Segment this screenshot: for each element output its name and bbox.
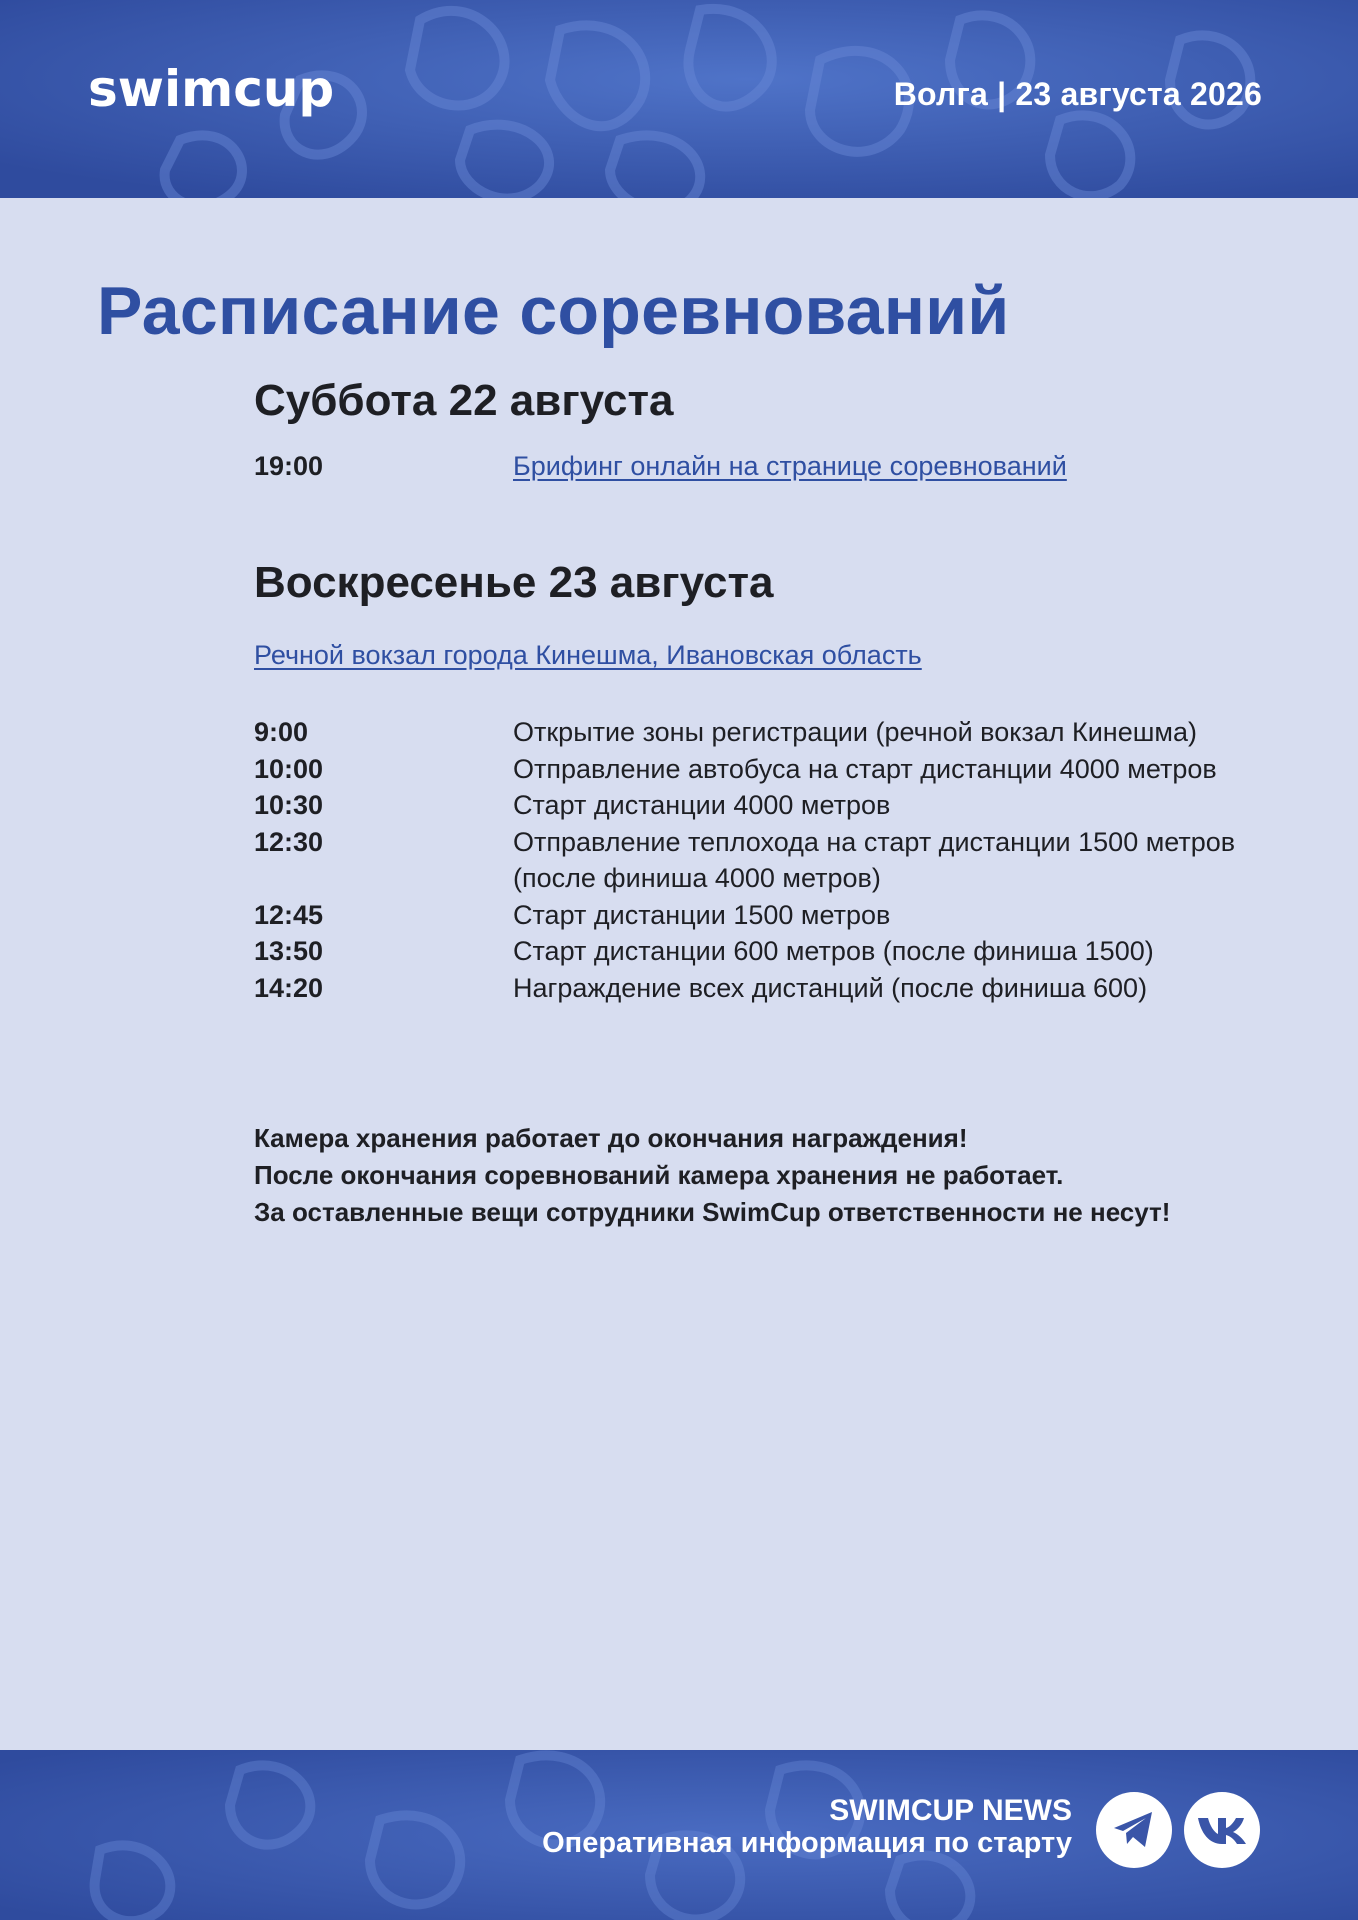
schedule-time: 19:00 (254, 451, 324, 481)
schedule-description: Отправление автобуса на старт дистанции 4000 метров (513, 753, 1217, 784)
note-line: Камера хранения работает до окончания награждения! (254, 1123, 968, 1153)
schedule-time: 10:00 (254, 753, 324, 784)
header-banner (0, 0, 1358, 198)
event-date-location: Волга | 23 августа 2026 (893, 76, 1262, 112)
schedule-time: 9:00 (254, 717, 309, 747)
schedule-description: Старт дистанции 600 метров (после финиша 1500) (513, 936, 1154, 966)
schedule-description: Открытие зоны регистрации (речной вокзал Кинешма) (513, 717, 1197, 747)
footer-banner (0, 1750, 1358, 1920)
day-heading-saturday: Суббота 22 августа (254, 376, 674, 425)
footer-news-title: SWIMCUP NEWS (829, 1794, 1072, 1827)
note-line: За оставленные вещи сотрудники SwimCup ответственности не несут! (254, 1197, 1171, 1227)
footer-text (542, 1794, 1072, 1860)
telegram-icon (1112, 1810, 1156, 1850)
telegram-button[interactable] (1096, 1792, 1172, 1868)
storage-notes (254, 1120, 1170, 1231)
note-line: После окончания соревнований камера хранения не работает. (254, 1160, 1064, 1190)
schedule-time: 14:20 (254, 972, 324, 1003)
logo-text: swimcup (88, 64, 333, 118)
schedule-time: 12:45 (254, 899, 324, 930)
vk-button[interactable] (1184, 1792, 1260, 1868)
schedule-description: Старт дистанции 1500 метров (513, 899, 891, 930)
schedule-description: Старт дистанции 4000 метров (513, 790, 891, 820)
schedule-time: 10:30 (254, 790, 324, 820)
venue-link[interactable]: Речной вокзал города Кинешма, Ивановская область (254, 640, 922, 670)
page-title: Расписание соревнований (97, 273, 1010, 349)
schedule-description: Отправление теплохода на старт дистанции 1500 метров (513, 826, 1236, 857)
schedule-time: 12:30 (254, 826, 324, 857)
schedule-time: 13:50 (254, 936, 324, 966)
day-heading-sunday: Воскресенье 23 августа (254, 558, 774, 607)
schedule-description: Награждение всех дистанций (после финиша 600) (513, 972, 1148, 1003)
briefing-link[interactable]: Брифинг онлайн на странице соревнований (513, 451, 1067, 481)
footer-news-subtitle: Оперативная информация по старту (542, 1827, 1072, 1859)
swimcup-logo-icon (88, 64, 333, 124)
swimcup-logo (88, 64, 333, 129)
vk-icon (1196, 1814, 1248, 1846)
schedule-description-continued: (после финиша 4000 метров) (513, 863, 881, 893)
